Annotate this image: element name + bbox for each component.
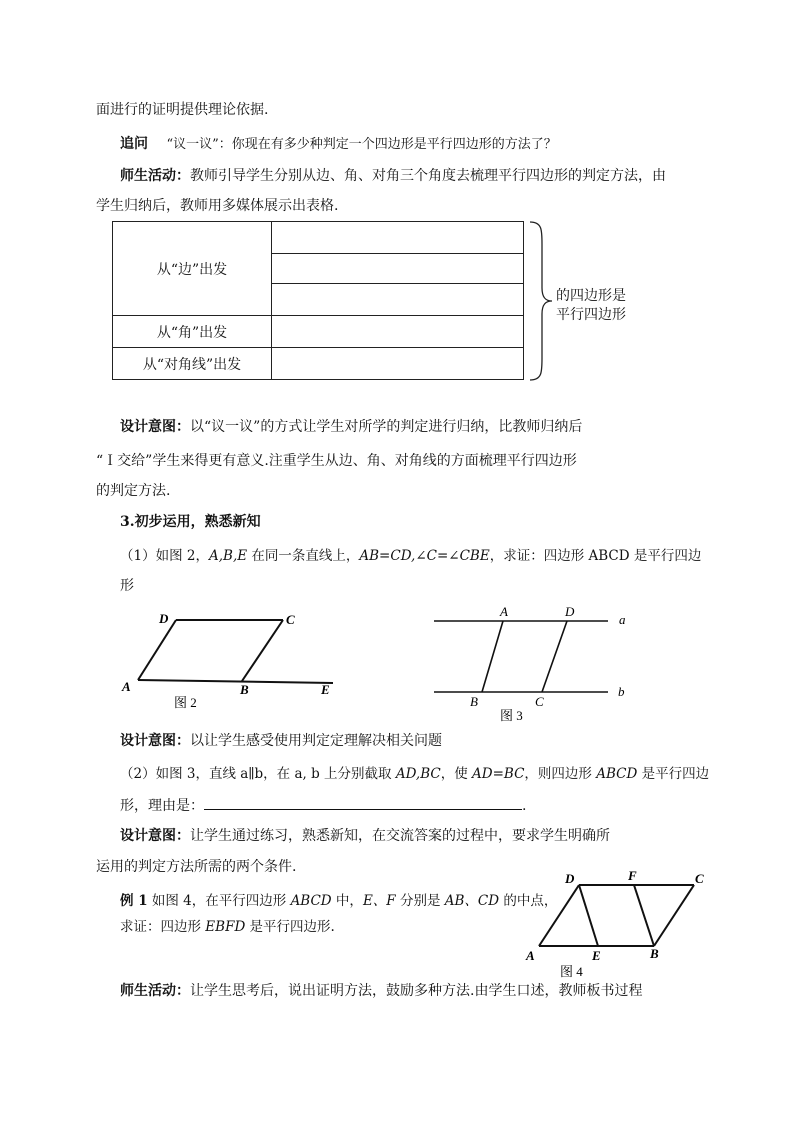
fig3-label-line-b: b (618, 684, 625, 699)
fig2-caption: 图 2 (174, 695, 197, 710)
fig2-label-b: B (240, 682, 249, 697)
figure-4 (524, 866, 714, 982)
section3-heading: 3.初步运用，熟悉新知 (120, 514, 261, 530)
ex1-condition: AB=CD,∠C=∠CBE (359, 548, 490, 564)
fig2-line-ae (138, 680, 333, 683)
fig2-line-ad (138, 620, 176, 680)
example1-prove-b: 是平行四边形. (245, 919, 335, 935)
right-brace (528, 220, 558, 382)
exercise2-line1 (120, 764, 709, 784)
intent3-line1 (120, 826, 610, 846)
fig3-label-line-a: a (619, 612, 626, 627)
ex1-part-c: ，求证：四边形 ABCD 是平行四边 (489, 548, 702, 564)
table-row-angle-label: 从“角”出发 (113, 316, 272, 348)
intent1-line3: 的判定方法. (96, 483, 171, 499)
intent1-line2: “Ｉ交给”学生来得更有意义.注重学生从边、角、对角线的方面梳理平行四边形 (96, 453, 577, 469)
figure-3 (428, 600, 638, 728)
example1-part-c: 分别是 (395, 893, 445, 909)
fig2-label-c: C (286, 612, 295, 627)
ex2-reason-label: 形，理由是： (120, 798, 204, 814)
intent2-line (120, 731, 442, 751)
example1-prove-a: 求证：四边形 (120, 919, 206, 935)
ex1-part-a: （1）如图 2， (120, 548, 209, 564)
exercise1-line2: 形 (120, 578, 134, 594)
judgment-table (112, 221, 524, 380)
followup-text: “议一议”：你现在有多少种判定一个四边形是平行四边形的方法了？ (166, 137, 557, 152)
example1-label: 例 1 (120, 893, 148, 909)
example1-part-a: 如图 4，在平行四边形 (147, 893, 291, 909)
fig4-label-e: E (592, 948, 601, 963)
fig2-label-e: E (321, 682, 330, 697)
ex2-part-a: （2）如图 3，直线 a∥b，在 a, b 上分别截取 (120, 766, 396, 782)
ex2-part-c: ，则四边形 (524, 766, 597, 782)
activity1-line1 (120, 166, 666, 186)
ex2-quad: ABCD (596, 766, 638, 782)
followup-paragraph (120, 134, 557, 155)
ex1-part-b: 在同一条直线上， (247, 548, 360, 564)
fig4-label-f: F (628, 868, 637, 883)
exercise1-line1 (120, 546, 701, 566)
example1-part-b: 中， (331, 893, 363, 909)
fig4-line-fb (634, 885, 654, 946)
ex2-period: . (522, 798, 527, 814)
fig2-label-d: D (159, 611, 169, 626)
ex2-part-b: ，使 (440, 766, 473, 782)
fig3-label-c-point: C (535, 694, 544, 709)
example1-part-d: 的中点， (499, 893, 558, 909)
fig4-line-ad (539, 885, 579, 946)
fig2-line-bc (242, 620, 283, 681)
fig4-line-bc (654, 885, 694, 946)
intent3-text: 让学生通过练习，熟悉新知，在交流答案的过程中，要求学生明确所 (190, 828, 610, 844)
intent3-label: 设计意图： (120, 828, 190, 844)
fig4-line-de (579, 885, 598, 946)
example1-quad2: EBFD (205, 919, 246, 935)
ex2-segments: AD,BC (395, 766, 441, 782)
ex2-part-d: 是平行四边 (637, 766, 710, 782)
fig3-segment-dc (542, 621, 567, 692)
table-row-diag-label: 从“对角线”出发 (113, 348, 272, 380)
table-cell-side-1 (272, 222, 524, 254)
example1-quad: ABCD (290, 893, 332, 909)
followup-label: 追问 (120, 136, 148, 152)
activity2-line (120, 981, 642, 1001)
activity1-line2: 学生归纳后，教师用多媒体展示出表格. (96, 198, 339, 214)
example1-line2 (120, 917, 335, 937)
fig4-caption: 图 4 (560, 964, 583, 979)
table-cell-diag (272, 348, 524, 380)
activity1-label: 师生活动： (120, 168, 190, 184)
intent2-text: 以让学生感受使用判定定理解决相关问题 (190, 733, 442, 749)
fig4-label-a: A (526, 948, 535, 963)
intent3-line2: 运用的判定方法所需的两个条件. (96, 859, 297, 875)
intro-text: 面进行的证明提供理论依据. (96, 102, 269, 118)
example1-line1 (120, 891, 557, 911)
fig3-segment-ab (482, 621, 503, 692)
table-row-side-label: 从“边”出发 (113, 222, 272, 316)
table-cell-angle (272, 316, 524, 348)
figure-2 (118, 606, 348, 712)
fig3-caption: 图 3 (500, 708, 523, 723)
fig2-label-a: A (122, 679, 131, 694)
fig4-label-d: D (565, 871, 575, 886)
ex2-equation: AD=BC (472, 766, 525, 782)
table-cell-side-3 (272, 284, 524, 316)
fig4-label-b: B (650, 946, 659, 961)
intent1-text: 以“议一议”的方式让学生对所学的判定进行归纳，比教师归纳后 (190, 419, 583, 435)
ex1-points: A,B,E (208, 548, 248, 564)
activity2-text: 让学生思考后，说出证明方法，鼓励多种方法.由学生口述，教师板书过程 (190, 983, 643, 999)
intent1-line1 (120, 417, 582, 437)
example1-ef: E、F (362, 893, 396, 909)
brace-text-2: 平行四边形 (556, 307, 626, 323)
fig3-label-d-point: D (565, 604, 575, 619)
activity2-label: 师生活动： (120, 983, 190, 999)
intent1-label: 设计意图： (120, 419, 190, 435)
fig3-label-a-point: A (500, 604, 508, 619)
exercise2-line2 (120, 794, 526, 816)
table-cell-side-2 (272, 254, 524, 284)
brace-text-1: 的四边形是 (556, 288, 626, 304)
example1-sides: AB、CD (444, 893, 500, 909)
fig4-label-c: C (695, 871, 704, 886)
activity1-text: 教师引导学生分别从边、角、对角三个角度去梳理平行四边形的判定方法，由 (190, 168, 666, 184)
intent2-label: 设计意图： (120, 733, 190, 749)
fig3-label-b-point: B (470, 694, 478, 709)
answer-blank[interactable] (204, 794, 522, 810)
